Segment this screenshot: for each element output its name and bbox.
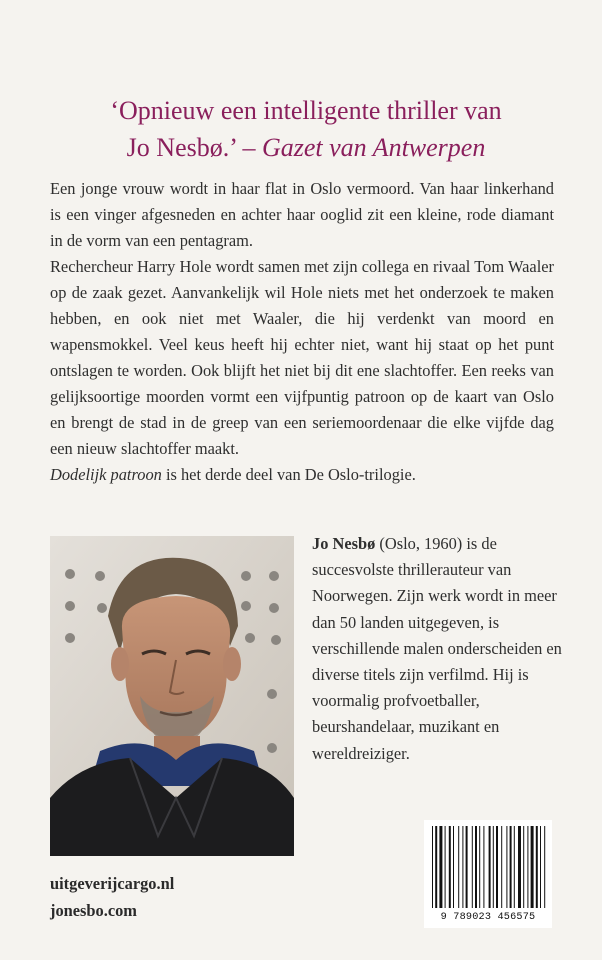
review-quote-source: Gazet van Antwerpen [261, 133, 486, 162]
barcode-bar [439, 826, 442, 908]
barcode-bar [489, 826, 491, 908]
author-bio [312, 531, 564, 767]
publisher-link[interactable]: uitgeverijcargo.nl [50, 874, 175, 893]
review-quote-line-2 [50, 129, 562, 166]
barcode-bar [483, 826, 484, 908]
author-bio-text: (Oslo, 1960) is de succesvolste thrillerauteur van Noorwegen. Zijn werk wordt in meer dan 50 landen uitgegeven, is verschillende malen onderscheiden en diverse titels zijn verfilmd. Hij is voormalig profvoetballer, beurshandelaar, muzikant en wereldreiziger. [312, 534, 562, 763]
synopsis-paragraph-3-text: is het derde deel van De Oslo-trilogie. [161, 465, 416, 484]
barcode-bar [531, 826, 534, 908]
barcode-bar [518, 826, 521, 908]
barcode-bar [449, 826, 451, 908]
barcode-bar [479, 826, 480, 908]
synopsis [50, 176, 554, 488]
barcode-bar [523, 826, 524, 908]
synopsis-paragraph-3 [50, 462, 554, 488]
barcode-bar [445, 826, 446, 908]
barcode-bar [506, 826, 507, 908]
synopsis-paragraph-1: Een jonge vrouw wordt in haar flat in Oslo vermoord. Van haar linkerhand is een vinger afgesneden en achter haar ooglid zit een kleine, rode diamant in de vorm van een pentagram. [50, 179, 554, 250]
barcode-bar [501, 826, 502, 908]
barcode-bar [458, 826, 459, 908]
barcode-bar [496, 826, 498, 908]
isbn-barcode [424, 820, 552, 928]
barcode-bar [493, 826, 494, 908]
author-website-link[interactable]: jonesbo.com [50, 901, 137, 920]
barcode-bar [510, 826, 512, 908]
author-photo [50, 536, 294, 856]
barcode-bar [472, 826, 473, 908]
barcode-bar [527, 826, 528, 908]
barcode-bar [540, 826, 541, 908]
barcode-bar [453, 826, 454, 908]
barcode-bar [514, 826, 515, 908]
review-quote-text: Jo Nesbø.’ – [126, 133, 262, 162]
barcode-bar [544, 826, 545, 908]
barcode-bar [435, 826, 437, 908]
barcode-bars [424, 820, 552, 912]
barcode-bar [536, 826, 538, 908]
barcode-bar [462, 826, 463, 908]
barcode-bar [466, 826, 468, 908]
barcode-bar [432, 826, 433, 908]
book-title: Dodelijk patroon [50, 465, 162, 484]
isbn-number: 9 789023 456575 [440, 912, 536, 923]
barcode-bar [475, 826, 477, 908]
review-quote [50, 92, 562, 166]
synopsis-paragraph-2: Rechercheur Harry Hole wordt samen met zijn collega en rivaal Tom Waaler op de zaak gezet. Aanvankelijk wil Hole niets met het onderzoek te maken hebben, en ook niet met Waaler, die hij verdenkt van moord en wapensmokkel. Veel keus heeft hij echter niet, want hij staat op het punt ontslagen te worden. Ook blijft het niet bij dit ene slachtoffer. Een reeks van gelijksoortige moorden vormt een vijfpuntig patroon op de kaart van Oslo en brengt de stad in de greep van een seriemoordenaar die elke vijfde dag een nieuw slachtoffer maakt. [50, 257, 554, 458]
web-links [50, 870, 174, 924]
author-name: Jo Nesbø [312, 534, 376, 553]
review-quote-line-1: ‘Opnieuw een intelligente thriller van [110, 96, 502, 125]
